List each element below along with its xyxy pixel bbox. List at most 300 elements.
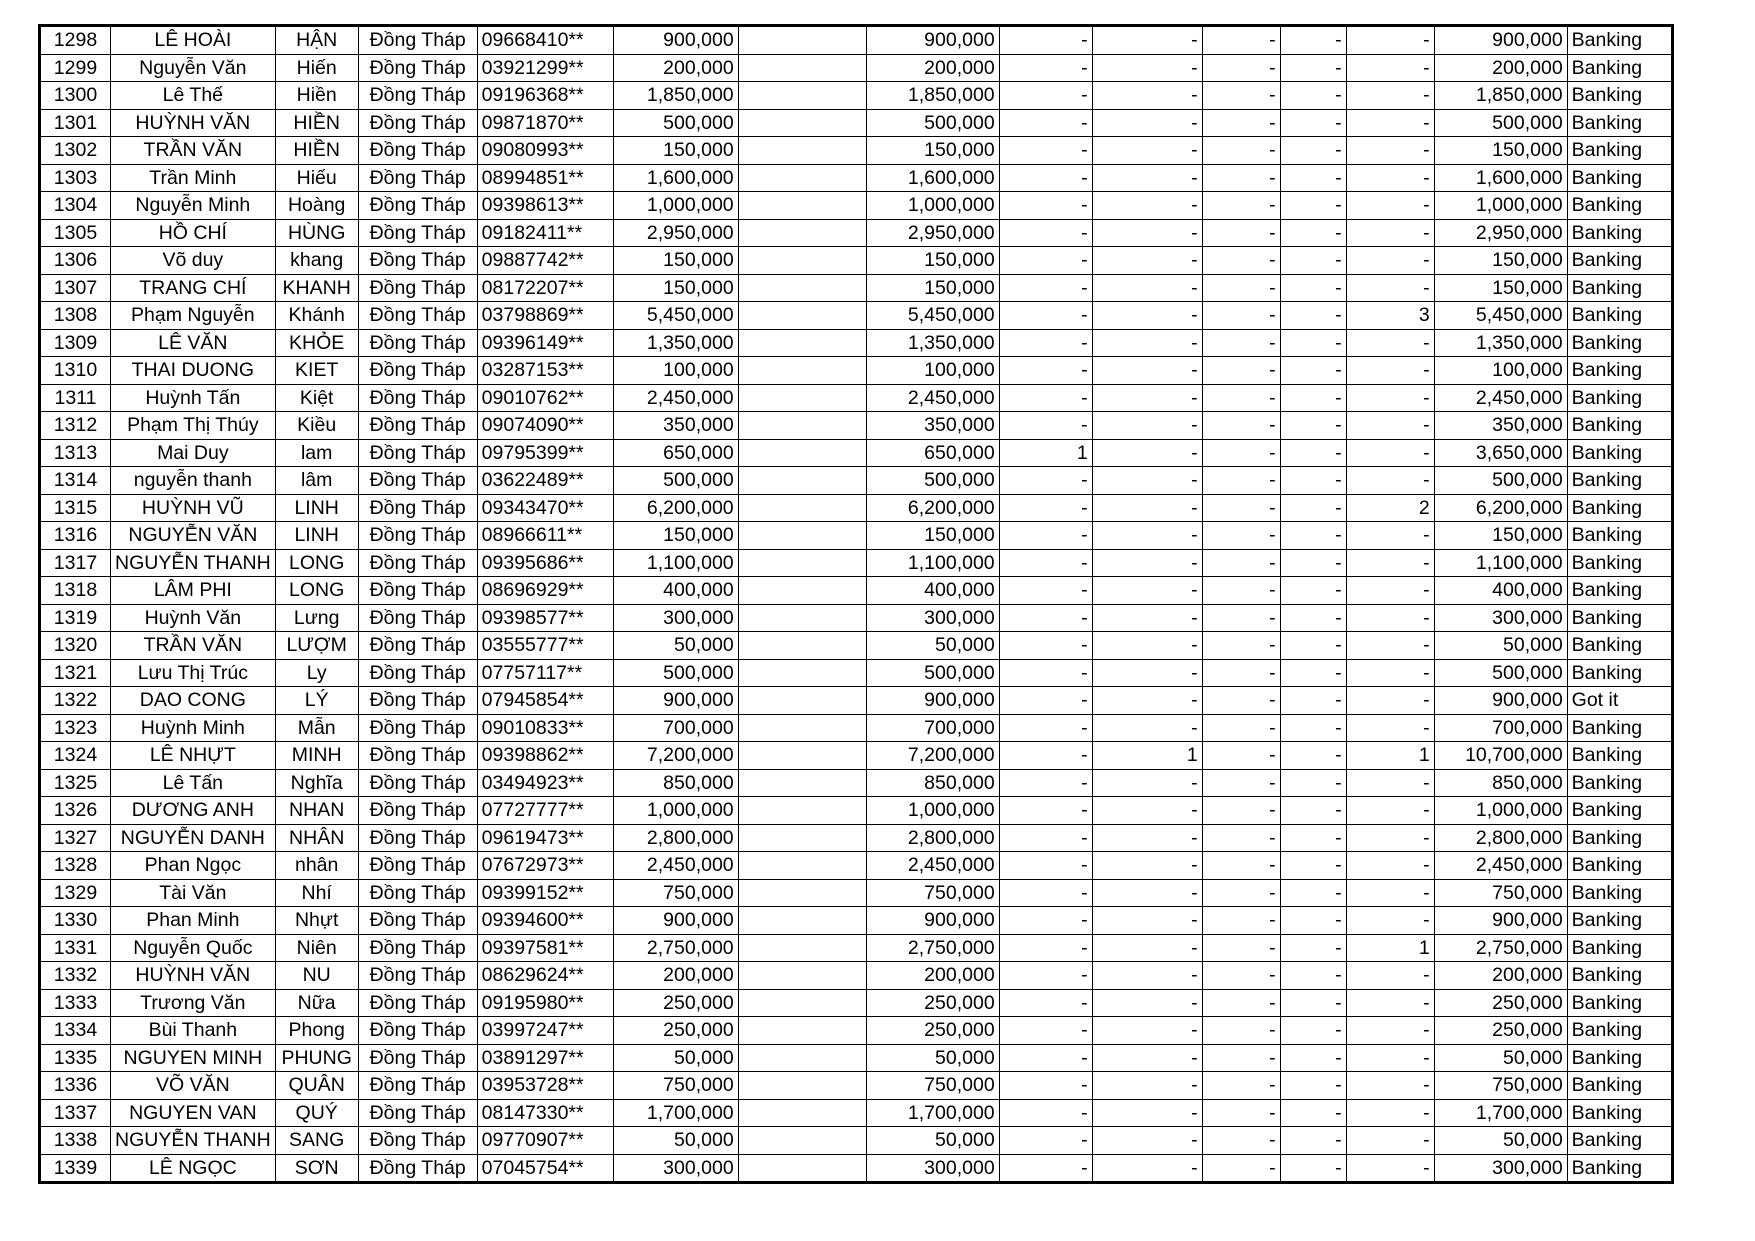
cell-payment-method: Banking xyxy=(1567,577,1672,605)
cell-last-middle-name: TRANG CHÍ xyxy=(111,274,276,302)
cell-row-number: 1309 xyxy=(40,329,111,357)
cell-amount-2: 150,000 xyxy=(866,137,999,165)
cell-amount: 7,200,000 xyxy=(613,742,738,770)
cell-total: 700,000 xyxy=(1434,714,1567,742)
cell-amount-2: 150,000 xyxy=(866,522,999,550)
cell-col-d: - xyxy=(1280,934,1346,962)
cell-payment-method: Got it xyxy=(1567,687,1672,715)
cell-amount: 1,600,000 xyxy=(613,164,738,192)
cell-first-name: HIỀN xyxy=(275,109,358,137)
cell-first-name: KHỎE xyxy=(275,329,358,357)
cell-province: Đồng Tháp xyxy=(358,109,477,137)
cell-col-a: - xyxy=(999,137,1092,165)
cell-col-d: - xyxy=(1280,247,1346,275)
cell-col-e: - xyxy=(1346,26,1434,55)
cell-col-b: - xyxy=(1092,852,1202,880)
cell-first-name: HÙNG xyxy=(275,219,358,247)
cell-row-number: 1300 xyxy=(40,82,111,110)
cell-payment-method: Banking xyxy=(1567,797,1672,825)
cell-payment-method: Banking xyxy=(1567,247,1672,275)
cell-last-middle-name: HUỲNH VĂN xyxy=(111,962,276,990)
cell-row-number: 1328 xyxy=(40,852,111,880)
cell-first-name: KHANH xyxy=(275,274,358,302)
cell-first-name: Nhựt xyxy=(275,907,358,935)
cell-total: 2,750,000 xyxy=(1434,934,1567,962)
cell-col-e: - xyxy=(1346,549,1434,577)
cell-col-c: - xyxy=(1202,1154,1280,1183)
cell-phone-number: 08966611** xyxy=(477,522,613,550)
cell-payment-method: Banking xyxy=(1567,714,1672,742)
cell-first-name: NHÂN xyxy=(275,824,358,852)
cell-payment-method: Banking xyxy=(1567,302,1672,330)
cell-col-e: - xyxy=(1346,82,1434,110)
cell-col-d: - xyxy=(1280,357,1346,385)
cell-row-number: 1314 xyxy=(40,467,111,495)
cell-first-name: LINH xyxy=(275,494,358,522)
cell-col-e: - xyxy=(1346,357,1434,385)
cell-col-c: - xyxy=(1202,439,1280,467)
cell-col-e: - xyxy=(1346,164,1434,192)
cell-col-b: - xyxy=(1092,357,1202,385)
cell-blank xyxy=(738,852,866,880)
cell-col-b: - xyxy=(1092,192,1202,220)
table-row xyxy=(40,632,1673,660)
cell-col-d: - xyxy=(1280,329,1346,357)
cell-amount-2: 850,000 xyxy=(866,769,999,797)
cell-col-d: - xyxy=(1280,604,1346,632)
cell-amount-2: 900,000 xyxy=(866,26,999,55)
cell-row-number: 1322 xyxy=(40,687,111,715)
cell-col-a: - xyxy=(999,907,1092,935)
data-table xyxy=(38,24,1674,1184)
cell-col-b: - xyxy=(1092,824,1202,852)
cell-total: 5,450,000 xyxy=(1434,302,1567,330)
cell-province: Đồng Tháp xyxy=(358,412,477,440)
cell-phone-number: 03953728** xyxy=(477,1072,613,1100)
cell-phone-number: 09399152** xyxy=(477,879,613,907)
cell-row-number: 1337 xyxy=(40,1099,111,1127)
cell-col-a: - xyxy=(999,329,1092,357)
cell-total: 1,000,000 xyxy=(1434,797,1567,825)
cell-col-d: - xyxy=(1280,412,1346,440)
cell-total: 2,800,000 xyxy=(1434,824,1567,852)
cell-col-c: - xyxy=(1202,604,1280,632)
cell-col-a: - xyxy=(999,769,1092,797)
cell-province: Đồng Tháp xyxy=(358,329,477,357)
table-row xyxy=(40,522,1673,550)
cell-last-middle-name: Phan Minh xyxy=(111,907,276,935)
table-row xyxy=(40,494,1673,522)
cell-row-number: 1303 xyxy=(40,164,111,192)
cell-phone-number: 08629624** xyxy=(477,962,613,990)
cell-amount: 250,000 xyxy=(613,989,738,1017)
table-row xyxy=(40,137,1673,165)
cell-last-middle-name: NGUYỄN VĂN xyxy=(111,522,276,550)
cell-total: 50,000 xyxy=(1434,632,1567,660)
cell-first-name: LONG xyxy=(275,577,358,605)
cell-total: 750,000 xyxy=(1434,879,1567,907)
cell-col-a: - xyxy=(999,687,1092,715)
cell-col-a: - xyxy=(999,384,1092,412)
cell-first-name: PHUNG xyxy=(275,1044,358,1072)
cell-province: Đồng Tháp xyxy=(358,1072,477,1100)
cell-col-c: - xyxy=(1202,109,1280,137)
cell-first-name: Nghĩa xyxy=(275,769,358,797)
cell-col-b: - xyxy=(1092,164,1202,192)
cell-col-e: - xyxy=(1346,989,1434,1017)
cell-total: 900,000 xyxy=(1434,26,1567,55)
cell-col-a: - xyxy=(999,604,1092,632)
cell-col-b: - xyxy=(1092,247,1202,275)
cell-first-name: Hiền xyxy=(275,82,358,110)
table-row xyxy=(40,1154,1673,1183)
cell-col-d: - xyxy=(1280,522,1346,550)
cell-amount: 2,750,000 xyxy=(613,934,738,962)
cell-last-middle-name: Huỳnh Tấn xyxy=(111,384,276,412)
cell-first-name: Hiến xyxy=(275,54,358,82)
cell-col-a: - xyxy=(999,1072,1092,1100)
cell-col-b: - xyxy=(1092,934,1202,962)
cell-col-d: - xyxy=(1280,219,1346,247)
cell-amount-2: 200,000 xyxy=(866,54,999,82)
cell-amount: 300,000 xyxy=(613,1154,738,1183)
cell-col-a: - xyxy=(999,1044,1092,1072)
cell-amount-2: 50,000 xyxy=(866,632,999,660)
cell-province: Đồng Tháp xyxy=(358,522,477,550)
cell-amount-2: 500,000 xyxy=(866,659,999,687)
cell-phone-number: 09343470** xyxy=(477,494,613,522)
cell-col-e: - xyxy=(1346,54,1434,82)
cell-col-d: - xyxy=(1280,137,1346,165)
cell-col-b: - xyxy=(1092,494,1202,522)
cell-first-name: Ly xyxy=(275,659,358,687)
cell-total: 50,000 xyxy=(1434,1044,1567,1072)
cell-blank xyxy=(738,192,866,220)
cell-blank xyxy=(738,494,866,522)
cell-blank xyxy=(738,137,866,165)
cell-total: 500,000 xyxy=(1434,659,1567,687)
cell-col-a: - xyxy=(999,659,1092,687)
cell-first-name: Hiếu xyxy=(275,164,358,192)
cell-col-e: - xyxy=(1346,852,1434,880)
cell-first-name: Nữa xyxy=(275,989,358,1017)
cell-province: Đồng Tháp xyxy=(358,26,477,55)
cell-col-d: - xyxy=(1280,687,1346,715)
cell-blank xyxy=(738,82,866,110)
data-table-page xyxy=(38,24,1674,1184)
cell-col-a: - xyxy=(999,1154,1092,1183)
cell-amount: 1,100,000 xyxy=(613,549,738,577)
cell-col-a: - xyxy=(999,494,1092,522)
cell-total: 10,700,000 xyxy=(1434,742,1567,770)
cell-blank xyxy=(738,1099,866,1127)
cell-col-a: - xyxy=(999,714,1092,742)
cell-col-b: - xyxy=(1092,302,1202,330)
cell-last-middle-name: LÂM PHI xyxy=(111,577,276,605)
cell-col-d: - xyxy=(1280,192,1346,220)
cell-phone-number: 03494923** xyxy=(477,769,613,797)
cell-col-d: - xyxy=(1280,797,1346,825)
cell-col-a: - xyxy=(999,192,1092,220)
cell-amount: 1,700,000 xyxy=(613,1099,738,1127)
cell-col-b: - xyxy=(1092,549,1202,577)
table-row xyxy=(40,659,1673,687)
cell-total: 3,650,000 xyxy=(1434,439,1567,467)
cell-col-a: - xyxy=(999,82,1092,110)
cell-first-name: HIỀN xyxy=(275,137,358,165)
cell-col-e: - xyxy=(1346,329,1434,357)
cell-col-e: - xyxy=(1346,577,1434,605)
cell-col-c: - xyxy=(1202,1044,1280,1072)
cell-last-middle-name: TRẦN VĂN xyxy=(111,632,276,660)
cell-row-number: 1333 xyxy=(40,989,111,1017)
cell-col-b: - xyxy=(1092,797,1202,825)
cell-row-number: 1299 xyxy=(40,54,111,82)
cell-amount: 250,000 xyxy=(613,1017,738,1045)
cell-blank xyxy=(738,26,866,55)
cell-col-d: - xyxy=(1280,824,1346,852)
cell-col-a: - xyxy=(999,1099,1092,1127)
cell-last-middle-name: Huỳnh Minh xyxy=(111,714,276,742)
cell-phone-number: 03891297** xyxy=(477,1044,613,1072)
cell-phone-number: 09394600** xyxy=(477,907,613,935)
cell-col-b: - xyxy=(1092,137,1202,165)
cell-first-name: Kiều xyxy=(275,412,358,440)
cell-col-c: - xyxy=(1202,962,1280,990)
cell-amount: 2,950,000 xyxy=(613,219,738,247)
cell-last-middle-name: Phan Ngọc xyxy=(111,852,276,880)
cell-amount: 150,000 xyxy=(613,522,738,550)
cell-payment-method: Banking xyxy=(1567,26,1672,55)
cell-col-d: - xyxy=(1280,54,1346,82)
cell-payment-method: Banking xyxy=(1567,1072,1672,1100)
cell-col-c: - xyxy=(1202,54,1280,82)
cell-amount: 50,000 xyxy=(613,1044,738,1072)
cell-col-d: - xyxy=(1280,659,1346,687)
table-row xyxy=(40,824,1673,852)
table-row xyxy=(40,439,1673,467)
cell-last-middle-name: Trần Minh xyxy=(111,164,276,192)
cell-row-number: 1311 xyxy=(40,384,111,412)
cell-province: Đồng Tháp xyxy=(358,549,477,577)
cell-col-e: - xyxy=(1346,797,1434,825)
cell-row-number: 1312 xyxy=(40,412,111,440)
cell-payment-method: Banking xyxy=(1567,769,1672,797)
cell-province: Đồng Tháp xyxy=(358,274,477,302)
cell-col-b: - xyxy=(1092,714,1202,742)
cell-blank xyxy=(738,687,866,715)
cell-total: 250,000 xyxy=(1434,1017,1567,1045)
cell-payment-method: Banking xyxy=(1567,742,1672,770)
cell-amount-2: 2,450,000 xyxy=(866,384,999,412)
cell-payment-method: Banking xyxy=(1567,1044,1672,1072)
cell-col-c: - xyxy=(1202,274,1280,302)
cell-province: Đồng Tháp xyxy=(358,1127,477,1155)
cell-last-middle-name: Trương Văn xyxy=(111,989,276,1017)
cell-first-name: KIET xyxy=(275,357,358,385)
cell-col-c: - xyxy=(1202,989,1280,1017)
cell-row-number: 1313 xyxy=(40,439,111,467)
cell-col-c: - xyxy=(1202,412,1280,440)
table-row xyxy=(40,164,1673,192)
cell-blank xyxy=(738,302,866,330)
cell-col-b: - xyxy=(1092,1017,1202,1045)
cell-amount-2: 6,200,000 xyxy=(866,494,999,522)
cell-col-a: - xyxy=(999,274,1092,302)
table-row xyxy=(40,247,1673,275)
cell-province: Đồng Tháp xyxy=(358,659,477,687)
cell-amount: 1,000,000 xyxy=(613,192,738,220)
cell-row-number: 1305 xyxy=(40,219,111,247)
cell-last-middle-name: DAO CONG xyxy=(111,687,276,715)
cell-total: 1,100,000 xyxy=(1434,549,1567,577)
cell-col-e: 3 xyxy=(1346,302,1434,330)
cell-amount: 300,000 xyxy=(613,604,738,632)
cell-first-name: QUÝ xyxy=(275,1099,358,1127)
table-row xyxy=(40,934,1673,962)
cell-amount-2: 1,350,000 xyxy=(866,329,999,357)
cell-phone-number: 08147330** xyxy=(477,1099,613,1127)
cell-col-b: - xyxy=(1092,329,1202,357)
cell-total: 150,000 xyxy=(1434,274,1567,302)
table-row xyxy=(40,1072,1673,1100)
cell-province: Đồng Tháp xyxy=(358,137,477,165)
cell-col-a: - xyxy=(999,467,1092,495)
cell-payment-method: Banking xyxy=(1567,109,1672,137)
cell-last-middle-name: NGUYEN VAN xyxy=(111,1099,276,1127)
cell-amount-2: 200,000 xyxy=(866,962,999,990)
table-row xyxy=(40,687,1673,715)
cell-blank xyxy=(738,54,866,82)
cell-amount: 700,000 xyxy=(613,714,738,742)
cell-col-d: - xyxy=(1280,962,1346,990)
cell-row-number: 1316 xyxy=(40,522,111,550)
table-row xyxy=(40,192,1673,220)
cell-amount-2: 2,750,000 xyxy=(866,934,999,962)
cell-last-middle-name: DƯƠNG ANH xyxy=(111,797,276,825)
cell-amount-2: 750,000 xyxy=(866,1072,999,1100)
cell-first-name: SANG xyxy=(275,1127,358,1155)
cell-blank xyxy=(738,357,866,385)
table-row xyxy=(40,274,1673,302)
cell-col-d: - xyxy=(1280,82,1346,110)
cell-col-e: - xyxy=(1346,1099,1434,1127)
cell-row-number: 1330 xyxy=(40,907,111,935)
cell-col-c: - xyxy=(1202,577,1280,605)
cell-col-c: - xyxy=(1202,549,1280,577)
cell-amount: 150,000 xyxy=(613,137,738,165)
cell-col-b: - xyxy=(1092,1044,1202,1072)
cell-amount-2: 650,000 xyxy=(866,439,999,467)
cell-total: 300,000 xyxy=(1434,1154,1567,1183)
cell-total: 2,450,000 xyxy=(1434,852,1567,880)
cell-payment-method: Banking xyxy=(1567,989,1672,1017)
cell-last-middle-name: LÊ NHỰT xyxy=(111,742,276,770)
cell-col-b: - xyxy=(1092,1099,1202,1127)
cell-col-a: - xyxy=(999,989,1092,1017)
cell-phone-number: 08696929** xyxy=(477,577,613,605)
cell-col-c: - xyxy=(1202,467,1280,495)
cell-blank xyxy=(738,742,866,770)
cell-payment-method: Banking xyxy=(1567,164,1672,192)
table-row xyxy=(40,769,1673,797)
cell-col-a: - xyxy=(999,164,1092,192)
cell-blank xyxy=(738,274,866,302)
cell-col-c: - xyxy=(1202,797,1280,825)
cell-col-d: - xyxy=(1280,742,1346,770)
cell-col-c: - xyxy=(1202,164,1280,192)
cell-amount: 150,000 xyxy=(613,247,738,275)
cell-phone-number: 09397581** xyxy=(477,934,613,962)
cell-blank xyxy=(738,329,866,357)
cell-col-d: - xyxy=(1280,494,1346,522)
table-row xyxy=(40,577,1673,605)
cell-col-e: - xyxy=(1346,907,1434,935)
cell-total: 150,000 xyxy=(1434,522,1567,550)
cell-col-a: 1 xyxy=(999,439,1092,467)
cell-amount: 50,000 xyxy=(613,632,738,660)
cell-province: Đồng Tháp xyxy=(358,934,477,962)
cell-amount-2: 1,850,000 xyxy=(866,82,999,110)
cell-blank xyxy=(738,907,866,935)
cell-last-middle-name: HUỲNH VŨ xyxy=(111,494,276,522)
cell-row-number: 1308 xyxy=(40,302,111,330)
cell-last-middle-name: Nguyễn Minh xyxy=(111,192,276,220)
cell-phone-number: 08994851** xyxy=(477,164,613,192)
cell-payment-method: Banking xyxy=(1567,467,1672,495)
cell-payment-method: Banking xyxy=(1567,357,1672,385)
table-row xyxy=(40,714,1673,742)
cell-first-name: HẬN xyxy=(275,26,358,55)
cell-amount: 350,000 xyxy=(613,412,738,440)
cell-amount: 2,800,000 xyxy=(613,824,738,852)
cell-payment-method: Banking xyxy=(1567,439,1672,467)
cell-phone-number: 07757117** xyxy=(477,659,613,687)
cell-last-middle-name: Phạm Thị Thúy xyxy=(111,412,276,440)
cell-blank xyxy=(738,989,866,1017)
cell-last-middle-name: HỒ CHÍ xyxy=(111,219,276,247)
cell-amount-2: 7,200,000 xyxy=(866,742,999,770)
cell-total: 150,000 xyxy=(1434,137,1567,165)
table-row xyxy=(40,604,1673,632)
cell-col-e: - xyxy=(1346,1127,1434,1155)
cell-first-name: Mẫn xyxy=(275,714,358,742)
cell-phone-number: 09398613** xyxy=(477,192,613,220)
cell-province: Đồng Tháp xyxy=(358,439,477,467)
cell-phone-number: 09398862** xyxy=(477,742,613,770)
cell-payment-method: Banking xyxy=(1567,192,1672,220)
cell-total: 300,000 xyxy=(1434,604,1567,632)
cell-col-e: - xyxy=(1346,1072,1434,1100)
cell-amount-2: 1,000,000 xyxy=(866,192,999,220)
cell-phone-number: 03622489** xyxy=(477,467,613,495)
cell-payment-method: Banking xyxy=(1567,879,1672,907)
cell-province: Đồng Tháp xyxy=(358,769,477,797)
cell-amount: 850,000 xyxy=(613,769,738,797)
cell-col-c: - xyxy=(1202,192,1280,220)
cell-col-c: - xyxy=(1202,302,1280,330)
cell-first-name: Lưng xyxy=(275,604,358,632)
cell-phone-number: 09010833** xyxy=(477,714,613,742)
cell-last-middle-name: Bùi Thanh xyxy=(111,1017,276,1045)
cell-last-middle-name: Lê Tấn xyxy=(111,769,276,797)
cell-phone-number: 09398577** xyxy=(477,604,613,632)
cell-first-name: SƠN xyxy=(275,1154,358,1183)
cell-col-d: - xyxy=(1280,1017,1346,1045)
table-row xyxy=(40,1017,1673,1045)
cell-col-b: - xyxy=(1092,604,1202,632)
cell-col-a: - xyxy=(999,632,1092,660)
